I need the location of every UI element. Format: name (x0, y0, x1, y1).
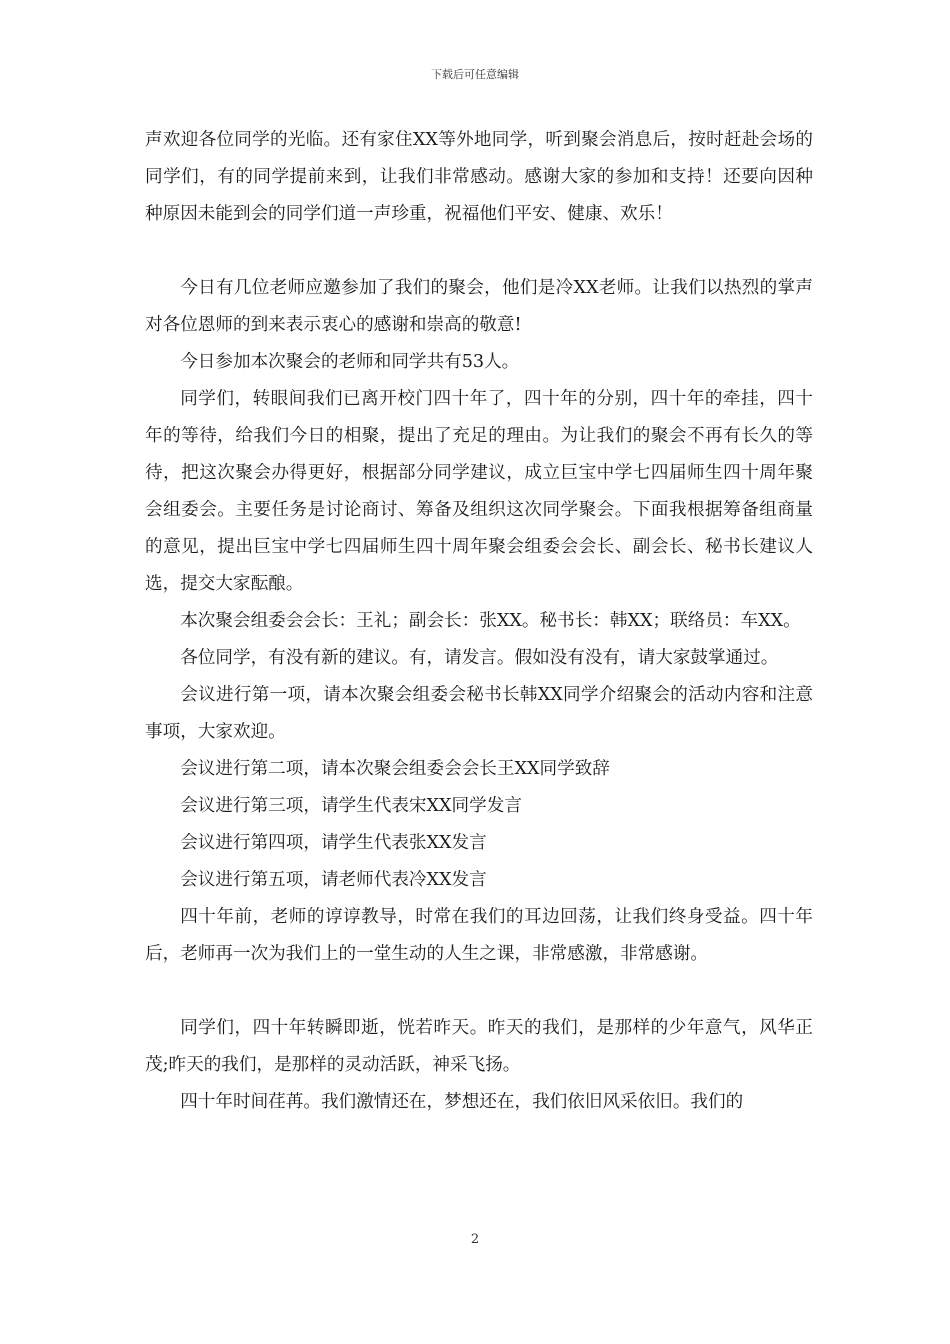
paragraph: 会议进行第三项，请学生代表宋XX同学发言 (180, 796, 522, 816)
paragraph: 今日参加本次聚会的老师和同学共有53人。 (180, 352, 520, 372)
paragraph: 同学们，转眼间我们已离开校门四十年了，四十年的分别，四十年的牵挂，四十年的等待，给我们今日的相聚，提出了充足的理由。为让我们的聚会不再有长久的等待，把这次聚会办得更好，根据部分同学建议，成立巨宝中学七四届师生四十周年聚会组委会。主要任务是讨论商讨、筹备及组织这次同学聚会。下面我根据筹备组商量的意见，提出巨宝中学七四届师生四十周年聚会组委会会长、副会长、秘书长建议人选，提交大家酝酿。 (145, 389, 813, 594)
paragraph: 声欢迎各位同学的光临。还有家住XX等外地同学，听到聚会消息后，按时赶赴会场的同学们，有的同学提前来到，让我们非常感动。感谢大家的参加和支持！还要向因种种原因未能到会的同学们道一声珍重，祝福他们平安、健康、欢乐！ (145, 130, 813, 224)
paragraph: 今日有几位老师应邀参加了我们的聚会，他们是冷XX老师。让我们以热烈的掌声对各位恩师的到来表示衷心的感谢和崇高的敬意! (145, 278, 813, 335)
paragraph: 同学们，四十年转瞬即逝，恍若昨天。昨天的我们，是那样的少年意气，风华正茂;昨天的我们，是那样的灵动活跃，神采飞扬。 (145, 1018, 813, 1075)
paragraph: 会议进行第一项，请本次聚会组委会秘书长韩XX同学介绍聚会的活动内容和注意事项，大家欢迎。 (145, 685, 813, 742)
document-body (145, 122, 813, 1121)
paragraph: 各位同学，有没有新的建议。有，请发言。假如没有没有，请大家鼓掌通过。 (180, 648, 779, 668)
paragraph: 四十年时间荏苒。我们激情还在，梦想还在，我们依旧风采依旧。我们的 (180, 1092, 744, 1112)
page-number: 2 (470, 1232, 480, 1247)
paragraph: 会议进行第四项，请学生代表张XX发言 (180, 833, 487, 853)
paragraph: 本次聚会组委会会长：王礼；副会长：张XX。秘书长：韩XX；联络员：车XX。 (180, 611, 801, 631)
paragraph: 会议进行第五项，请老师代表冷XX发言 (180, 870, 487, 890)
paragraph: 四十年前，老师的谆谆教导，时常在我们的耳边回荡，让我们终身受益。四十年后，老师再一次为我们上的一堂生动的人生之课，非常感激，非常感谢。 (145, 907, 813, 964)
paragraph: 会议进行第二项，请本次聚会组委会会长王XX同学致辞 (180, 759, 610, 779)
page-header: 下载后可任意编辑 (431, 68, 519, 81)
